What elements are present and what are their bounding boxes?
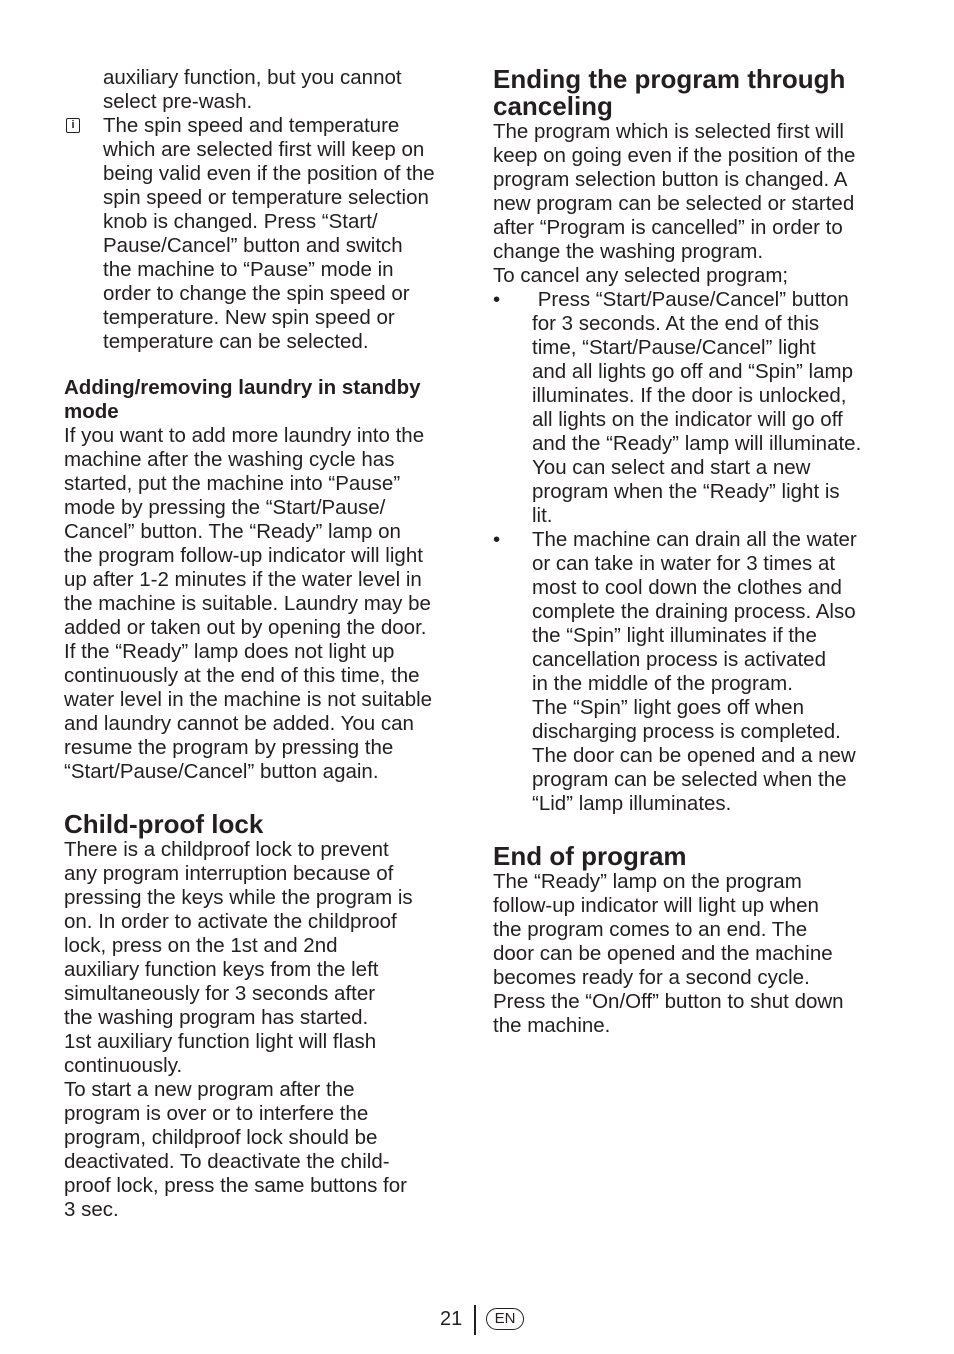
text-line: and laundry cannot be added. You can (64, 712, 414, 735)
text-line: complete the draining process. Also (532, 600, 856, 623)
text-line: any program interruption because of (64, 862, 394, 885)
text-line: The program which is selected first will (493, 120, 844, 143)
text-line: To cancel any selected program; (493, 264, 789, 287)
footer-divider (474, 1305, 476, 1335)
text-line: deactivated. To deactivate the child- (64, 1150, 390, 1173)
text-line: illuminates. If the door is unlocked, (532, 384, 847, 407)
text-line: There is a childproof lock to prevent (64, 838, 389, 861)
text-line: Press the “On/Off” button to shut down (493, 990, 844, 1013)
text-line: machine after the washing cycle has (64, 448, 395, 471)
text-line: temperature. New spin speed or (103, 306, 395, 329)
text-line: Pause/Cancel” button and switch (103, 234, 403, 257)
text-line: in the middle of the program. (532, 672, 793, 695)
text-line: If you want to add more laundry into the (64, 424, 425, 447)
right-column (493, 66, 893, 1038)
text-line: Cancel” button. The “Ready” lamp on (64, 520, 401, 543)
text-line: lit. (532, 504, 553, 527)
child-proof-lock-heading: Child-proof lock (64, 809, 264, 839)
text-line: The “Ready” lamp on the program (493, 870, 802, 893)
text-line: program selection button is changed. A (493, 168, 848, 191)
text-line: select pre-wash. (103, 90, 253, 113)
info-icon: i (66, 118, 80, 133)
text-line: The “Spin” light goes off when (532, 696, 804, 719)
text-line: being valid even if the position of the (103, 162, 435, 185)
heading-line: canceling (493, 91, 613, 121)
text-line: knob is changed. Press “Start/ (103, 210, 378, 233)
text-line: water level in the machine is not suitable (64, 688, 433, 711)
text-line: after “Program is cancelled” in order to (493, 216, 843, 239)
heading-line: mode (64, 400, 119, 423)
page-number: 21 (440, 1308, 463, 1330)
text-line: spin speed or temperature selection (103, 186, 429, 209)
text-line: proof lock, press the same buttons for (64, 1174, 407, 1197)
text-line: becomes ready for a second cycle. (493, 966, 810, 989)
text-line: auxiliary function, but you cannot (103, 66, 402, 89)
text-line: The spin speed and temperature (103, 114, 400, 137)
text-line: Press “Start/Pause/Cancel” button (532, 288, 849, 311)
text-line: discharging process is completed. (532, 720, 841, 743)
text-line: order to change the spin speed or (103, 282, 410, 305)
text-line: keep on going even if the position of the (493, 144, 856, 167)
continuation-paragraph (64, 66, 464, 114)
text-line: resume the program by pressing the (64, 736, 394, 759)
text-line: door can be opened and the machine (493, 942, 833, 965)
text-line: You can select and start a new (532, 456, 811, 479)
text-line: lock, press on the 1st and 2nd (64, 934, 338, 957)
ending-program-heading (493, 66, 893, 120)
end-of-program-heading: End of program (493, 841, 687, 871)
adding-laundry-heading (64, 376, 464, 424)
text-line: 3 sec. (64, 1198, 119, 1221)
text-line: the program follow-up indicator will light (64, 544, 423, 567)
text-line: for 3 seconds. At the end of this (532, 312, 820, 335)
bullet-marker: • (493, 528, 501, 551)
text-line: “Start/Pause/Cancel” button again. (64, 760, 379, 783)
left-column (64, 66, 464, 1222)
note-paragraph (64, 114, 464, 354)
text-line: the program comes to an end. The (493, 918, 808, 941)
text-line: the machine. (493, 1014, 611, 1037)
text-line: all lights on the indicator will go off (532, 408, 843, 431)
end-of-program-paragraph (493, 870, 893, 1038)
bullet-marker: • (493, 288, 501, 311)
heading-line: Adding/removing laundry in standby (64, 376, 421, 399)
text-line: temperature can be selected. (103, 330, 369, 353)
text-line: change the washing program. (493, 240, 764, 263)
text-line: program when the “Ready” light is (532, 480, 840, 503)
text-line: The door can be opened and a new (532, 744, 856, 767)
text-line: cancellation process is activated (532, 648, 826, 671)
bullet-item-drain (493, 528, 893, 816)
text-line: up after 1-2 minutes if the water level in (64, 568, 422, 591)
child-proof-lock-paragraph (64, 838, 464, 1222)
text-line: pressing the keys while the program is (64, 886, 413, 909)
ending-program-paragraph (493, 120, 893, 288)
text-line: or can take in water for 3 times at (532, 552, 836, 575)
text-line: The machine can drain all the water (532, 528, 857, 551)
text-line: program can be selected when the (532, 768, 847, 791)
text-line: which are selected first will keep on (103, 138, 425, 161)
text-line: follow-up indicator will light up when (493, 894, 819, 917)
text-line: and all lights go off and “Spin” lamp (532, 360, 853, 383)
language-badge: EN (486, 1308, 524, 1330)
text-line: If the “Ready” lamp does not light up (64, 640, 395, 663)
text-line: mode by pressing the “Start/Pause/ (64, 496, 386, 519)
text-line: program is over or to interfere the (64, 1102, 369, 1125)
text-line: program, childproof lock should be (64, 1126, 378, 1149)
text-line: continuously at the end of this time, the (64, 664, 420, 687)
text-line: 1st auxiliary function light will flash (64, 1030, 377, 1053)
text-line: on. In order to activate the childproof (64, 910, 397, 933)
text-line: new program can be selected or started (493, 192, 855, 215)
text-line: and the “Ready” lamp will illuminate. (532, 432, 862, 455)
text-line: “Lid” lamp illuminates. (532, 792, 732, 815)
text-line: To start a new program after the (64, 1078, 355, 1101)
text-line: most to cool down the clothes and (532, 576, 842, 599)
text-line: started, put the machine into “Pause” (64, 472, 401, 495)
text-line: auxiliary function keys from the left (64, 958, 379, 981)
text-line: the machine to “Pause” mode in (103, 258, 394, 281)
heading-line: Ending the program through (493, 64, 846, 94)
text-line: the “Spin” light illuminates if the (532, 624, 817, 647)
text-line: the machine is suitable. Laundry may be (64, 592, 431, 615)
text-line: added or taken out by opening the door. (64, 616, 427, 639)
text-line: the washing program has started. (64, 1006, 369, 1029)
text-line: continuously. (64, 1054, 183, 1077)
text-line: simultaneously for 3 seconds after (64, 982, 376, 1005)
bullet-item-cancel (493, 288, 893, 528)
adding-laundry-paragraph (64, 424, 464, 784)
text-line: time, “Start/Pause/Cancel” light (532, 336, 816, 359)
